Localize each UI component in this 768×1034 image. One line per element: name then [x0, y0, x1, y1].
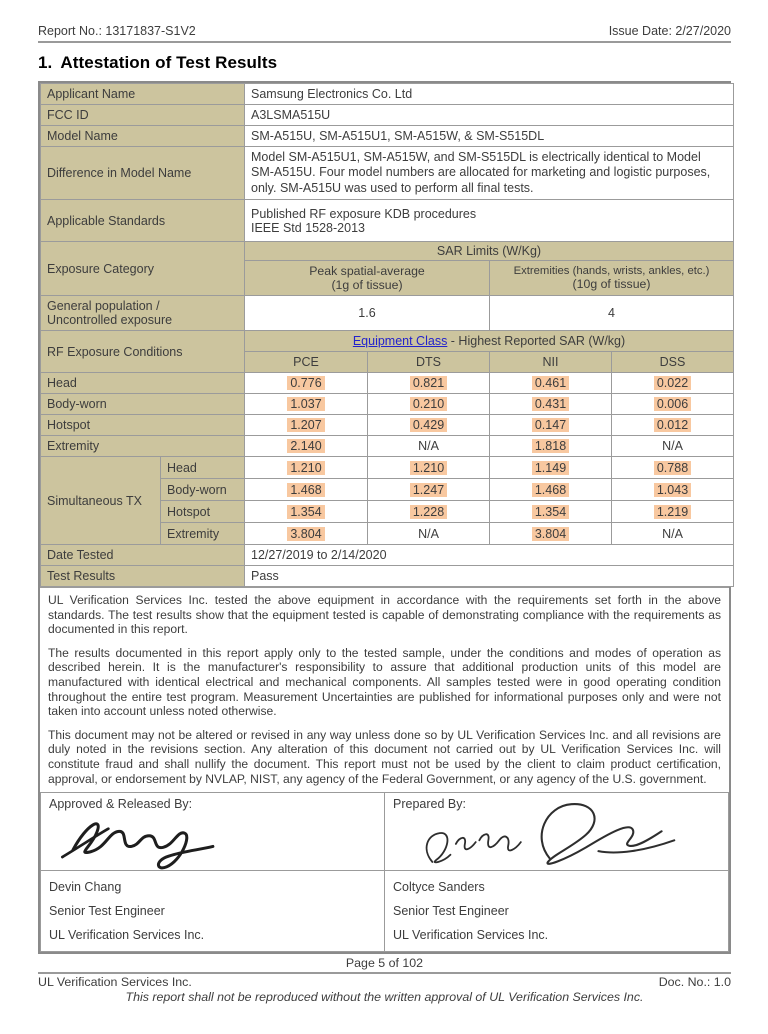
- peak-line-1: Peak spatial-average: [309, 264, 425, 278]
- table-row: [41, 373, 734, 394]
- section-number: 1.: [38, 53, 53, 72]
- sar-value: 2.140: [245, 436, 368, 457]
- footer-doc-number: Doc. No.: 1.0: [658, 975, 731, 989]
- sar-value: 3.804: [490, 523, 612, 545]
- equipment-class-link[interactable]: Equipment Class: [352, 334, 448, 348]
- prepared-signature-image: [407, 797, 687, 871]
- sar-value: 0.429: [368, 415, 490, 436]
- sar-value: 1.228: [368, 501, 490, 523]
- preparer-name: Coltyce Sanders: [393, 880, 485, 895]
- table-row: [41, 242, 734, 261]
- sar-value: 0.431: [490, 394, 612, 415]
- sar-value: 1.468: [490, 479, 612, 501]
- head-row-label: Head: [41, 373, 245, 394]
- model-name-value: SM-A515U, SM-A515U1, SM-A515W, & SM-S515DL: [245, 126, 734, 147]
- sar-value: 3.804: [245, 523, 368, 545]
- sar-value: 1.149: [490, 457, 612, 479]
- sim-head-label: Head: [161, 457, 245, 479]
- sar-value: N/A: [368, 436, 490, 457]
- extremities-header: [490, 261, 734, 296]
- standards-line-2: IEEE Std 1528-2013: [251, 220, 365, 235]
- approver-title: Senior Test Engineer: [49, 904, 165, 919]
- sar-value: 0.006: [612, 394, 734, 415]
- difference-label: Difference in Model Name: [41, 147, 245, 200]
- sar-value: 1.210: [368, 457, 490, 479]
- approved-by-identity: [41, 871, 385, 952]
- peak-limit-value: 1.6: [245, 296, 490, 331]
- table-row: [41, 105, 734, 126]
- rf-exposure-conditions-label: RF Exposure Conditions: [41, 331, 245, 373]
- running-footer: [38, 956, 731, 1004]
- table-row: [41, 331, 734, 352]
- sar-value: N/A: [612, 523, 734, 545]
- attestation-box: [38, 81, 731, 954]
- equipment-class-header: [245, 331, 734, 352]
- date-tested-label: Date Tested: [41, 545, 245, 566]
- sar-value: 0.147: [490, 415, 612, 436]
- sar-value: 1.354: [490, 501, 612, 523]
- sar-value: 0.821: [368, 373, 490, 394]
- column-header-dss: DSS: [612, 352, 734, 373]
- simultaneous-tx-label: Simultaneous TX: [41, 457, 161, 545]
- peak-spatial-header: [245, 261, 490, 296]
- approver-name: Devin Chang: [49, 880, 122, 895]
- footer-notice: This report shall not be reproduced without the written approval of UL Verification Services Inc.: [125, 990, 644, 1004]
- sar-value: 1.037: [245, 394, 368, 415]
- sar-value: 1.818: [490, 436, 612, 457]
- fcc-id-label: FCC ID: [41, 105, 245, 126]
- table-row: [41, 296, 734, 331]
- disclaimer-paragraph-1: UL Verification Services Inc. tested the above equipment in accordance with the requirements set forth in the above standards. The test results show that the equipment tested is capable of demonstrating compliance with the requirements as documented in this report.: [48, 593, 721, 637]
- section-title: Attestation of Test Results: [60, 53, 278, 72]
- sar-value: 0.022: [612, 373, 734, 394]
- page-content: [38, 0, 731, 954]
- general-population-line-2: Uncontrolled exposure: [47, 313, 173, 327]
- sar-value: 1.354: [245, 501, 368, 523]
- extremity-row-label: Extremity: [41, 436, 245, 457]
- footer-company: UL Verification Services Inc.: [38, 975, 192, 989]
- equipment-class-suffix: - Highest Reported SAR (W/kg): [447, 334, 626, 348]
- extremities-line-2: (10g of tissue): [572, 277, 651, 291]
- sar-value: N/A: [612, 436, 734, 457]
- sar-value: 0.210: [368, 394, 490, 415]
- approver-company: UL Verification Services Inc.: [49, 928, 205, 943]
- prepared-by-cell: [385, 793, 729, 871]
- table-row: [41, 394, 734, 415]
- table-row: [41, 147, 734, 200]
- table-row: [41, 415, 734, 436]
- column-header-pce: PCE: [245, 352, 368, 373]
- approved-by-cell: [41, 793, 385, 871]
- page-title: [38, 53, 731, 73]
- page-number: Page 5 of 102: [345, 956, 424, 970]
- sar-value: 1.219: [612, 501, 734, 523]
- table-row: [41, 545, 734, 566]
- column-header-dts: DTS: [368, 352, 490, 373]
- table-row: [41, 457, 734, 479]
- standards-label: Applicable Standards: [41, 200, 245, 242]
- table-row: [41, 84, 734, 105]
- difference-value: Model SM-A515U1, SM-A515W, and SM-S515DL is electrically identical to Model SM-A515U. Four model numbers are allocated for marketing and logistic purposes, only. SM-A515U was used to perform all final tests.: [245, 147, 734, 200]
- date-tested-value: 12/27/2019 to 2/14/2020: [245, 545, 734, 566]
- fcc-id-value: A3LSMA515U: [245, 105, 734, 126]
- preparer-title: Senior Test Engineer: [393, 904, 509, 919]
- table-row: [41, 566, 734, 587]
- sar-value: 1.207: [245, 415, 368, 436]
- extremities-line-1: Extremities (hands, wrists, ankles, etc.): [513, 265, 710, 277]
- attestation-table: [40, 83, 734, 587]
- signature-table: [40, 792, 729, 952]
- sar-value: 1.210: [245, 457, 368, 479]
- sar-value: 1.247: [368, 479, 490, 501]
- table-row: [41, 126, 734, 147]
- sim-body-worn-label: Body-worn: [161, 479, 245, 501]
- table-row: [41, 436, 734, 457]
- standards-value: [245, 200, 734, 242]
- issue-date: Issue Date: 2/27/2020: [608, 24, 731, 38]
- general-population-line-1: General population /: [47, 299, 160, 313]
- table-row: [41, 200, 734, 242]
- test-results-label: Test Results: [41, 566, 245, 587]
- table-row: [41, 871, 729, 952]
- sar-value: 0.012: [612, 415, 734, 436]
- model-name-label: Model Name: [41, 126, 245, 147]
- test-results-value: Pass: [245, 566, 734, 587]
- peak-line-2: (1g of tissue): [331, 278, 403, 292]
- body-worn-row-label: Body-worn: [41, 394, 245, 415]
- applicant-name-label: Applicant Name: [41, 84, 245, 105]
- sar-value: N/A: [368, 523, 490, 545]
- general-population-label: [41, 296, 245, 331]
- disclaimer-section: [40, 587, 729, 792]
- sar-value: 0.461: [490, 373, 612, 394]
- hotspot-row-label: Hotspot: [41, 415, 245, 436]
- extremities-limit-value: 4: [490, 296, 734, 331]
- running-header: [38, 0, 731, 43]
- prepared-by-heading: Prepared By:: [393, 797, 466, 812]
- disclaimer-paragraph-3: This document may not be altered or revised in any way unless done so by UL Verification Services Inc. and all revisions are duly noted in the revisions section. Any alteration of this document not carried out by UL Verification Services Inc. will constitute fraud and shall nullify the document. This report must not be used by the client to claim product certification, approval, or endorsement by NVLAP, NIST, any agency of the Federal Government, or any agency of the U.S. government.: [48, 727, 721, 786]
- table-row: [41, 793, 729, 871]
- footer-divider: [38, 972, 731, 974]
- report-number: Report No.: 13171837-S1V2: [38, 24, 196, 38]
- sar-value: 1.468: [245, 479, 368, 501]
- sar-limits-header: SAR Limits (W/Kg): [245, 242, 734, 261]
- standards-line-1: Published RF exposure KDB procedures: [251, 206, 477, 221]
- exposure-category-label: Exposure Category: [41, 242, 245, 296]
- column-header-nii: NII: [490, 352, 612, 373]
- sim-hotspot-label: Hotspot: [161, 501, 245, 523]
- sim-extremity-label: Extremity: [161, 523, 245, 545]
- disclaimer-paragraph-2: The results documented in this report apply only to the tested sample, under the conditions and modes of operation as described herein. It is the manufacturer's responsibility to assure that additional production units of this model are manufactured with identical electrical and mechanical components. All samples tested were in good operating condition throughout the entire test program. Measurement Uncertainties are published for informational purposes only and were not taken into account unless noted otherwise.: [48, 645, 721, 719]
- applicant-name-value: Samsung Electronics Co. Ltd: [245, 84, 734, 105]
- sar-value: 0.776: [245, 373, 368, 394]
- sar-value: 1.043: [612, 479, 734, 501]
- sar-value: 0.788: [612, 457, 734, 479]
- prepared-by-identity: [385, 871, 729, 952]
- preparer-company: UL Verification Services Inc.: [393, 928, 549, 943]
- approved-signature-image: [55, 811, 245, 873]
- approved-by-heading: Approved & Released By:: [49, 797, 193, 812]
